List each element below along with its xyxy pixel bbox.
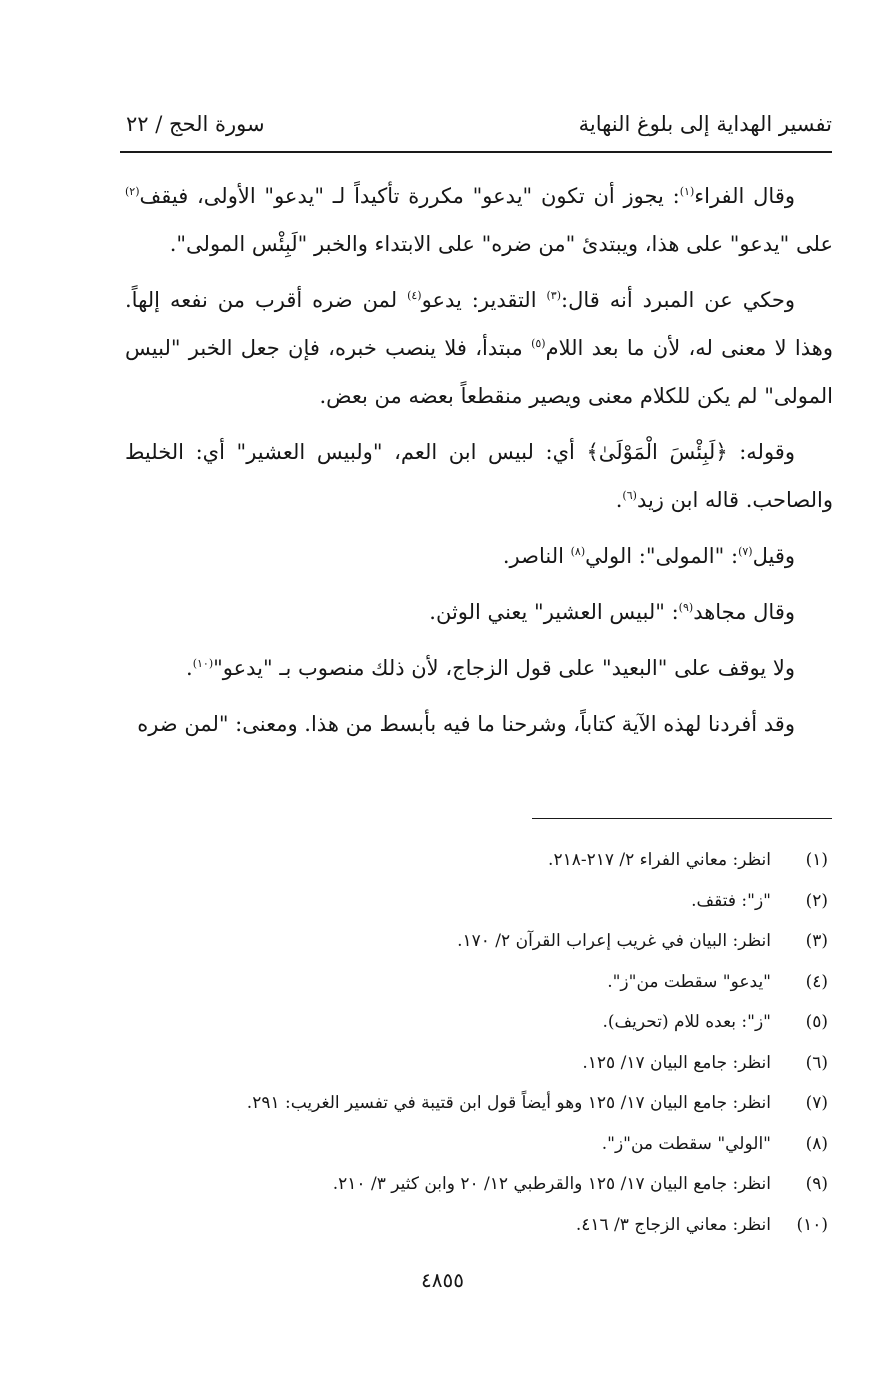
footnote-marker: (٧) bbox=[738, 545, 753, 558]
body-paragraph bbox=[125, 532, 833, 580]
surah-label: سورة الحج / ٢٢ bbox=[126, 112, 265, 136]
footnote-text: انظر: جامع البيان ١٧/ ١٢٥ وهو أيضاً قول ابن قتيبة في تفسير الغريب: ٢٩١. bbox=[246, 1093, 771, 1114]
footnote-item bbox=[120, 1124, 832, 1165]
footnote-text: انظر: جامع البيان ١٧/ ١٢٥ والقرطبي ١٢/ ٢٠ وابن كثير ٣/ ٢١٠. bbox=[332, 1174, 771, 1195]
text-segment: على "يدعو" على هذا، ويبتدئ "من ضره" على الابتداء والخبر "لَبِئْس المولى". bbox=[169, 232, 833, 256]
footnote-text: "ز": بعده للام (تحريف). bbox=[602, 1012, 771, 1033]
footnote-item bbox=[120, 1002, 832, 1043]
text-segment: لمن ضره أقرب من نفعه إلهاً. وهذا لا معنى له، لأن ما بعد اللام bbox=[125, 288, 833, 360]
footnote-item bbox=[120, 1083, 832, 1124]
footnote-text: "يدعو" سقطت من"ز". bbox=[607, 971, 771, 992]
footnote-text: "ز": فتقف. bbox=[691, 890, 771, 911]
footnote-marker: (١٠) bbox=[192, 657, 214, 670]
footnotes-list bbox=[120, 840, 832, 1245]
body-paragraph bbox=[125, 276, 833, 420]
footnote-marker: (٦) bbox=[622, 489, 637, 502]
footnote-marker: (٤) bbox=[407, 289, 422, 302]
footnote-number: (٣) bbox=[805, 931, 828, 952]
footnote-number: (٧) bbox=[805, 1093, 828, 1114]
footnote-item bbox=[120, 1205, 832, 1246]
text-segment: الناصر. bbox=[502, 544, 571, 568]
text-segment: . bbox=[186, 656, 193, 680]
footnote-marker: (٢) bbox=[125, 185, 140, 198]
footnote-item bbox=[120, 1043, 832, 1084]
footnote-marker: (٨) bbox=[570, 545, 586, 558]
text-segment: ولا يوقف على "البعيد" على قول الزجاج، لأن ذلك منصوب بـ "يدعو" bbox=[213, 656, 795, 680]
footnote-text: انظر: البيان في غريب إعراب القرآن ٢/ ١٧٠. bbox=[457, 931, 771, 952]
text-segment: وقال مجاهد bbox=[693, 600, 795, 624]
footnote-number: (٨) bbox=[805, 1133, 828, 1154]
body-paragraph bbox=[125, 172, 833, 268]
text-segment: وقال الفراء bbox=[694, 184, 795, 208]
footnote-text: انظر: جامع البيان ١٧/ ١٢٥. bbox=[582, 1052, 771, 1073]
footnote-item bbox=[120, 962, 832, 1003]
text-segment: وقيل bbox=[752, 544, 795, 568]
footnote-text: انظر: معاني الزجاج ٣/ ٤١٦. bbox=[575, 1214, 771, 1235]
running-header bbox=[120, 112, 832, 152]
body-paragraph bbox=[125, 700, 833, 748]
main-text bbox=[125, 172, 833, 756]
text-segment: التقدير: يدعو bbox=[421, 288, 547, 312]
text-segment: وحكي عن المبرد أنه قال: bbox=[561, 288, 795, 312]
header-divider bbox=[120, 151, 832, 153]
footnote-number: (٦) bbox=[805, 1052, 828, 1073]
footnote-marker: (١) bbox=[679, 185, 695, 198]
footnote-number: (١٠) bbox=[796, 1214, 828, 1235]
book-title: تفسير الهداية إلى بلوغ النهاية bbox=[578, 112, 832, 136]
body-paragraph bbox=[125, 644, 833, 692]
body-paragraph bbox=[125, 588, 833, 636]
footnote-marker: (٣) bbox=[546, 289, 562, 302]
footnote-text: "الولي" سقطت من"ز". bbox=[601, 1133, 771, 1154]
text-segment: وقد أفردنا لهذه الآية كتاباً، وشرحنا ما فيه بأبسط من هذا. ومعنى: "لمن ضره bbox=[137, 712, 795, 736]
footnote-marker: (٩) bbox=[678, 601, 694, 614]
footnote-item bbox=[120, 881, 832, 922]
text-segment: مبتدأ، فلا ينصب خبره، فإن جعل الخبر "لبيس المولى" لم يكن للكلام معنى ويصير منقطعاً بعضه من بعض. bbox=[125, 336, 833, 408]
footnote-number: (١) bbox=[805, 850, 828, 871]
footnote-number: (٤) bbox=[805, 971, 828, 992]
footnote-number: (٩) bbox=[805, 1174, 828, 1195]
text-segment: وقوله: ﴿لَبِئْسَ الْمَوْلَىٰ﴾ أي: لبيس ابن العم، "ولبيس العشير" أي: الخليط والصاحب. قاله ابن زيد bbox=[125, 440, 833, 512]
footnote-item bbox=[120, 840, 832, 881]
footnote-item bbox=[120, 921, 832, 962]
page-number: ٤٨٥٥ bbox=[421, 1268, 464, 1292]
footnote-number: (٥) bbox=[805, 1012, 828, 1033]
footnote-item bbox=[120, 1164, 832, 1205]
text-segment: : يجوز أن تكون "يدعو" مكررة تأكيداً لـ "يدعو" الأولى، فيقف bbox=[139, 184, 680, 208]
text-segment: : "لبيس العشير" يعني الوثن. bbox=[429, 600, 679, 624]
footnote-text: انظر: معاني الفراء ٢/ ٢١٧-٢١٨. bbox=[548, 850, 771, 871]
text-segment: . bbox=[615, 488, 623, 512]
footnote-marker: (٥) bbox=[531, 337, 546, 350]
footnote-number: (٢) bbox=[805, 890, 828, 911]
footnote-divider bbox=[532, 818, 832, 819]
body-paragraph bbox=[125, 428, 833, 524]
text-segment: : "المولى": الولي bbox=[585, 544, 739, 568]
